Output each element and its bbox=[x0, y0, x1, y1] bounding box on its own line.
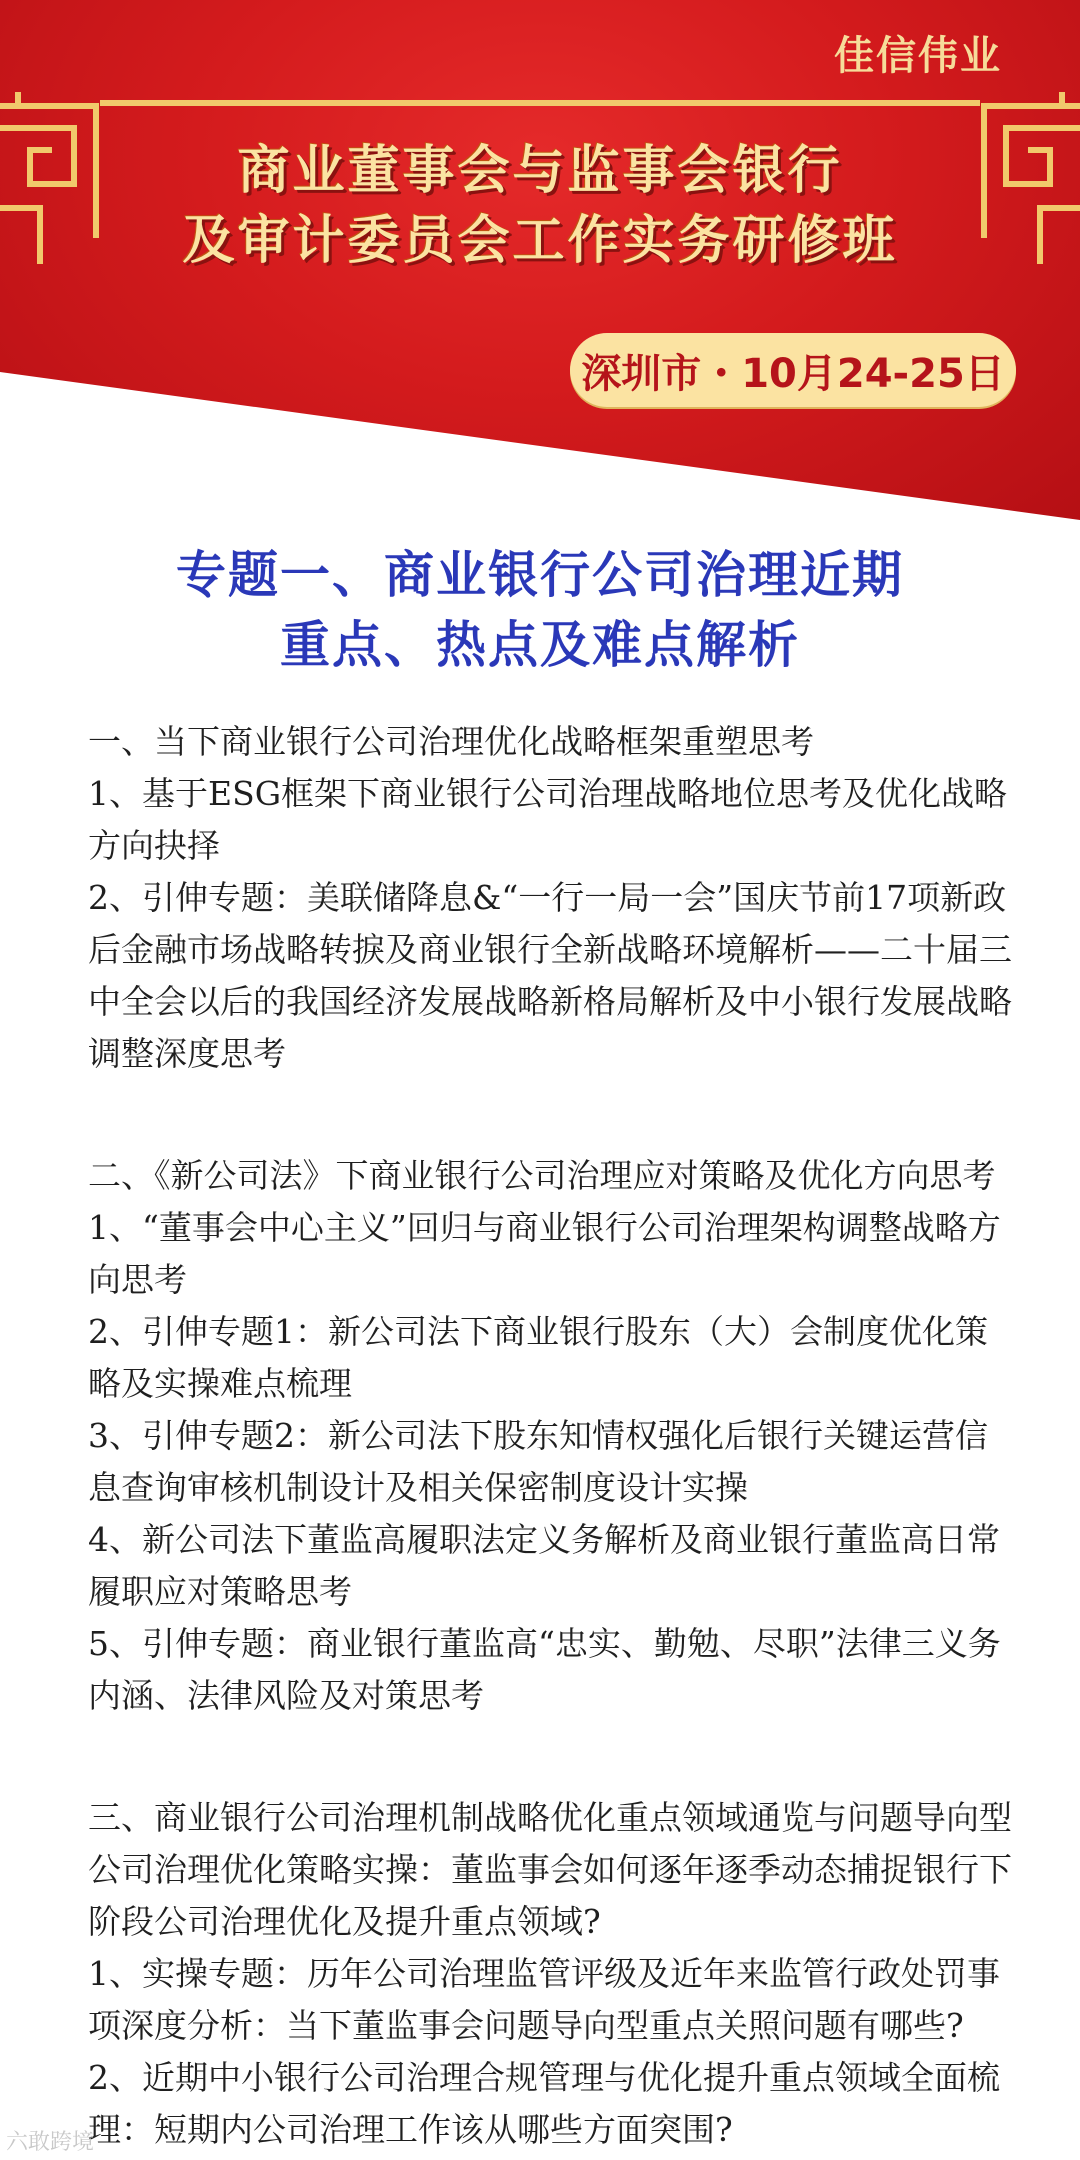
section-spacer bbox=[88, 1080, 1018, 1150]
list-item: 2、引伸专题：美联储降息&“一行一局一会”国庆节前17项新政后金融市场战略转捩及商业银行全新战略环境解析——二十届三中全会以后的我国经济发展战略新格局解析及中小银行发展战略调整深度思考 bbox=[88, 878, 1012, 1073]
section-1 bbox=[88, 716, 1018, 1080]
watermark-text: 六敢跨境 bbox=[6, 2130, 95, 2155]
section-heading: 二、《新公司法》下商业银行公司治理应对策略及优化方向思考 bbox=[88, 1156, 996, 1195]
location-date-badge: 深圳市・10月24-25日 bbox=[570, 333, 1016, 407]
section-spacer bbox=[88, 1722, 1018, 1792]
list-item: 1、实操专题：历年公司治理监管评级及近年来监管行政处罚事项深度分析：当下董监事会问题导向型重点关照问题有哪些? bbox=[88, 1954, 1000, 2045]
topic-title-line-1: 专题一、商业银行公司治理近期 bbox=[176, 546, 904, 604]
list-item: 2、引伸专题1：新公司法下商业银行股东（大）会制度优化策略及实操难点梳理 bbox=[88, 1312, 988, 1403]
list-item: 2、近期中小银行公司治理合规管理与优化提升重点领域全面梳理：短期内公司治理工作该从哪些方面突围? bbox=[88, 2058, 1000, 2149]
list-item: 4、新公司法下董监高履职法定义务解析及商业银行董监高日常履职应对策略思考 bbox=[88, 1520, 1000, 1611]
section-3 bbox=[88, 1792, 1018, 2156]
list-item: 1、“董事会中心主义”回归与商业银行公司治理架构调整战略方向思考 bbox=[88, 1208, 1001, 1299]
section-2 bbox=[88, 1150, 1018, 1722]
section-heading: 三、商业银行公司治理机制战略优化重点领域通览与问题导向型公司治理优化策略实操：董监事会如何逐年逐季动态捕捉银行下阶段公司治理优化及提升重点领域? bbox=[88, 1798, 1012, 1941]
list-item: 3、引伸专题2：新公司法下股东知情权强化后银行关键运营信息查询审核机制设计及相关保密制度设计实操 bbox=[88, 1416, 988, 1507]
list-item: 1、基于ESG框架下商业银行公司治理战略地位思考及优化战略方向抉择 bbox=[88, 774, 1008, 865]
section-heading: 一、当下商业银行公司治理优化战略框架重塑思考 bbox=[88, 722, 814, 761]
event-title-line-2: 及审计委员会工作实务研修班 bbox=[182, 211, 898, 271]
event-title-line-1: 商业董事会与监事会银行 bbox=[237, 141, 843, 201]
list-item: 5、引伸专题：商业银行董监高“忠实、勤勉、尽职”法律三义务内涵、法律风险及对策思考 bbox=[88, 1624, 1001, 1715]
brand-name: 佳信伟业 bbox=[834, 33, 1002, 79]
course-outline bbox=[88, 716, 1018, 2156]
topic-title-line-2: 重点、热点及难点解析 bbox=[280, 616, 800, 674]
